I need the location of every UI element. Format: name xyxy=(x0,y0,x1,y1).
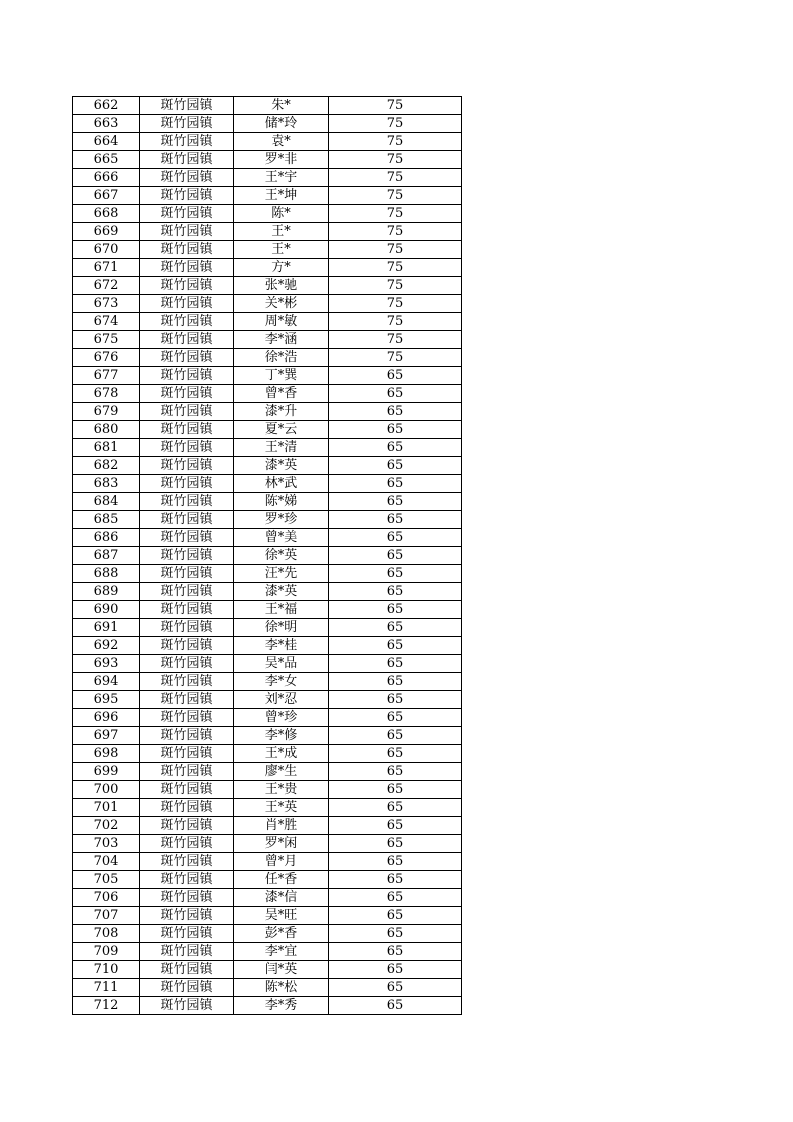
table-row xyxy=(73,259,462,277)
town-cell: 斑竹园镇 xyxy=(140,997,234,1015)
table-row xyxy=(73,817,462,835)
town-cell: 斑竹园镇 xyxy=(140,655,234,673)
town-cell: 斑竹园镇 xyxy=(140,979,234,997)
row-number-cell: 667 xyxy=(73,187,140,205)
name-cell: 周*敏 xyxy=(234,313,329,331)
score-cell: 65 xyxy=(329,673,462,691)
town-cell: 斑竹园镇 xyxy=(140,259,234,277)
row-number-cell: 689 xyxy=(73,583,140,601)
name-cell: 王*成 xyxy=(234,745,329,763)
data-table xyxy=(72,96,462,1015)
score-cell: 65 xyxy=(329,781,462,799)
name-cell: 刘*忍 xyxy=(234,691,329,709)
row-number-cell: 699 xyxy=(73,763,140,781)
table-row xyxy=(73,745,462,763)
town-cell: 斑竹园镇 xyxy=(140,673,234,691)
row-number-cell: 701 xyxy=(73,799,140,817)
table-row xyxy=(73,979,462,997)
score-cell: 65 xyxy=(329,529,462,547)
row-number-cell: 678 xyxy=(73,385,140,403)
name-cell: 储*玲 xyxy=(234,115,329,133)
town-cell: 斑竹园镇 xyxy=(140,745,234,763)
town-cell: 斑竹园镇 xyxy=(140,691,234,709)
town-cell: 斑竹园镇 xyxy=(140,367,234,385)
table-row xyxy=(73,331,462,349)
row-number-cell: 665 xyxy=(73,151,140,169)
name-cell: 曾*香 xyxy=(234,385,329,403)
town-cell: 斑竹园镇 xyxy=(140,331,234,349)
name-cell: 曾*美 xyxy=(234,529,329,547)
table-row xyxy=(73,691,462,709)
row-number-cell: 676 xyxy=(73,349,140,367)
row-number-cell: 710 xyxy=(73,961,140,979)
name-cell: 曾*珍 xyxy=(234,709,329,727)
table-row xyxy=(73,169,462,187)
town-cell: 斑竹园镇 xyxy=(140,187,234,205)
row-number-cell: 698 xyxy=(73,745,140,763)
town-cell: 斑竹园镇 xyxy=(140,763,234,781)
row-number-cell: 669 xyxy=(73,223,140,241)
name-cell: 廖*生 xyxy=(234,763,329,781)
name-cell: 漆*升 xyxy=(234,403,329,421)
score-cell: 65 xyxy=(329,763,462,781)
table-row xyxy=(73,511,462,529)
name-cell: 夏*云 xyxy=(234,421,329,439)
score-cell: 65 xyxy=(329,457,462,475)
score-cell: 65 xyxy=(329,853,462,871)
town-cell: 斑竹园镇 xyxy=(140,151,234,169)
score-cell: 75 xyxy=(329,205,462,223)
score-cell: 65 xyxy=(329,511,462,529)
name-cell: 袁* xyxy=(234,133,329,151)
table-row xyxy=(73,421,462,439)
row-number-cell: 679 xyxy=(73,403,140,421)
town-cell: 斑竹园镇 xyxy=(140,511,234,529)
row-number-cell: 703 xyxy=(73,835,140,853)
score-cell: 75 xyxy=(329,223,462,241)
score-cell: 65 xyxy=(329,619,462,637)
name-cell: 汪*先 xyxy=(234,565,329,583)
table-row xyxy=(73,277,462,295)
name-cell: 王*清 xyxy=(234,439,329,457)
table-row xyxy=(73,907,462,925)
score-cell: 75 xyxy=(329,349,462,367)
town-cell: 斑竹园镇 xyxy=(140,637,234,655)
table-row xyxy=(73,493,462,511)
table-row xyxy=(73,673,462,691)
row-number-cell: 693 xyxy=(73,655,140,673)
row-number-cell: 709 xyxy=(73,943,140,961)
score-cell: 65 xyxy=(329,727,462,745)
town-cell: 斑竹园镇 xyxy=(140,601,234,619)
table-row xyxy=(73,241,462,259)
town-cell: 斑竹园镇 xyxy=(140,619,234,637)
town-cell: 斑竹园镇 xyxy=(140,421,234,439)
row-number-cell: 696 xyxy=(73,709,140,727)
score-cell: 65 xyxy=(329,385,462,403)
table-row xyxy=(73,583,462,601)
table-row xyxy=(73,97,462,115)
row-number-cell: 687 xyxy=(73,547,140,565)
town-cell: 斑竹园镇 xyxy=(140,529,234,547)
town-cell: 斑竹园镇 xyxy=(140,313,234,331)
name-cell: 王*宇 xyxy=(234,169,329,187)
table-row xyxy=(73,943,462,961)
table-row xyxy=(73,601,462,619)
town-cell: 斑竹园镇 xyxy=(140,403,234,421)
score-cell: 65 xyxy=(329,439,462,457)
score-cell: 65 xyxy=(329,889,462,907)
table-row xyxy=(73,205,462,223)
score-cell: 65 xyxy=(329,583,462,601)
name-cell: 曾*月 xyxy=(234,853,329,871)
table-row xyxy=(73,439,462,457)
town-cell: 斑竹园镇 xyxy=(140,385,234,403)
town-cell: 斑竹园镇 xyxy=(140,907,234,925)
score-cell: 65 xyxy=(329,745,462,763)
name-cell: 陈* xyxy=(234,205,329,223)
row-number-cell: 674 xyxy=(73,313,140,331)
score-cell: 65 xyxy=(329,925,462,943)
score-cell: 75 xyxy=(329,295,462,313)
town-cell: 斑竹园镇 xyxy=(140,223,234,241)
row-number-cell: 666 xyxy=(73,169,140,187)
table-row xyxy=(73,961,462,979)
name-cell: 任*香 xyxy=(234,871,329,889)
town-cell: 斑竹园镇 xyxy=(140,925,234,943)
town-cell: 斑竹园镇 xyxy=(140,709,234,727)
name-cell: 肖*胜 xyxy=(234,817,329,835)
score-cell: 65 xyxy=(329,961,462,979)
row-number-cell: 695 xyxy=(73,691,140,709)
table-row xyxy=(73,853,462,871)
score-cell: 65 xyxy=(329,565,462,583)
score-cell: 75 xyxy=(329,115,462,133)
name-cell: 王*英 xyxy=(234,799,329,817)
town-cell: 斑竹园镇 xyxy=(140,277,234,295)
score-cell: 75 xyxy=(329,169,462,187)
score-cell: 75 xyxy=(329,151,462,169)
row-number-cell: 712 xyxy=(73,997,140,1015)
score-cell: 75 xyxy=(329,331,462,349)
name-cell: 漆*英 xyxy=(234,583,329,601)
name-cell: 王* xyxy=(234,223,329,241)
name-cell: 王* xyxy=(234,241,329,259)
name-cell: 漆*信 xyxy=(234,889,329,907)
row-number-cell: 707 xyxy=(73,907,140,925)
name-cell: 漆*英 xyxy=(234,457,329,475)
name-cell: 王*贵 xyxy=(234,781,329,799)
name-cell: 王*福 xyxy=(234,601,329,619)
town-cell: 斑竹园镇 xyxy=(140,889,234,907)
score-cell: 65 xyxy=(329,871,462,889)
score-cell: 65 xyxy=(329,835,462,853)
name-cell: 彭*香 xyxy=(234,925,329,943)
name-cell: 徐*浩 xyxy=(234,349,329,367)
table-row xyxy=(73,565,462,583)
name-cell: 陈*松 xyxy=(234,979,329,997)
row-number-cell: 697 xyxy=(73,727,140,745)
score-cell: 75 xyxy=(329,313,462,331)
score-cell: 65 xyxy=(329,691,462,709)
table-row xyxy=(73,709,462,727)
town-cell: 斑竹园镇 xyxy=(140,799,234,817)
score-cell: 65 xyxy=(329,817,462,835)
town-cell: 斑竹园镇 xyxy=(140,781,234,799)
town-cell: 斑竹园镇 xyxy=(140,547,234,565)
town-cell: 斑竹园镇 xyxy=(140,115,234,133)
row-number-cell: 685 xyxy=(73,511,140,529)
table-row xyxy=(73,727,462,745)
row-number-cell: 663 xyxy=(73,115,140,133)
town-cell: 斑竹园镇 xyxy=(140,943,234,961)
table-row xyxy=(73,313,462,331)
name-cell: 李*涵 xyxy=(234,331,329,349)
row-number-cell: 706 xyxy=(73,889,140,907)
row-number-cell: 708 xyxy=(73,925,140,943)
table-row xyxy=(73,889,462,907)
name-cell: 李*宜 xyxy=(234,943,329,961)
row-number-cell: 692 xyxy=(73,637,140,655)
table-row xyxy=(73,403,462,421)
table-row xyxy=(73,223,462,241)
table-row xyxy=(73,385,462,403)
table-row xyxy=(73,295,462,313)
town-cell: 斑竹园镇 xyxy=(140,871,234,889)
score-cell: 65 xyxy=(329,943,462,961)
score-cell: 65 xyxy=(329,799,462,817)
name-cell: 罗*非 xyxy=(234,151,329,169)
town-cell: 斑竹园镇 xyxy=(140,349,234,367)
row-number-cell: 670 xyxy=(73,241,140,259)
town-cell: 斑竹园镇 xyxy=(140,835,234,853)
table-row xyxy=(73,781,462,799)
row-number-cell: 682 xyxy=(73,457,140,475)
table-row xyxy=(73,925,462,943)
row-number-cell: 675 xyxy=(73,331,140,349)
row-number-cell: 686 xyxy=(73,529,140,547)
score-cell: 65 xyxy=(329,547,462,565)
town-cell: 斑竹园镇 xyxy=(140,133,234,151)
name-cell: 吴*品 xyxy=(234,655,329,673)
town-cell: 斑竹园镇 xyxy=(140,205,234,223)
town-cell: 斑竹园镇 xyxy=(140,583,234,601)
table-row xyxy=(73,187,462,205)
name-cell: 王*坤 xyxy=(234,187,329,205)
row-number-cell: 662 xyxy=(73,97,140,115)
score-cell: 65 xyxy=(329,637,462,655)
row-number-cell: 684 xyxy=(73,493,140,511)
table-row xyxy=(73,457,462,475)
row-number-cell: 664 xyxy=(73,133,140,151)
row-number-cell: 688 xyxy=(73,565,140,583)
town-cell: 斑竹园镇 xyxy=(140,853,234,871)
town-cell: 斑竹园镇 xyxy=(140,169,234,187)
name-cell: 林*武 xyxy=(234,475,329,493)
table-row xyxy=(73,475,462,493)
town-cell: 斑竹园镇 xyxy=(140,475,234,493)
town-cell: 斑竹园镇 xyxy=(140,295,234,313)
row-number-cell: 673 xyxy=(73,295,140,313)
score-cell: 65 xyxy=(329,403,462,421)
score-cell: 65 xyxy=(329,493,462,511)
table-row xyxy=(73,871,462,889)
name-cell: 闫*英 xyxy=(234,961,329,979)
table-row xyxy=(73,835,462,853)
name-cell: 李*秀 xyxy=(234,997,329,1015)
town-cell: 斑竹园镇 xyxy=(140,439,234,457)
name-cell: 罗*闲 xyxy=(234,835,329,853)
row-number-cell: 694 xyxy=(73,673,140,691)
score-cell: 65 xyxy=(329,655,462,673)
row-number-cell: 691 xyxy=(73,619,140,637)
name-cell: 李*女 xyxy=(234,673,329,691)
score-cell: 65 xyxy=(329,997,462,1015)
name-cell: 徐*英 xyxy=(234,547,329,565)
score-cell: 65 xyxy=(329,979,462,997)
score-cell: 75 xyxy=(329,97,462,115)
row-number-cell: 700 xyxy=(73,781,140,799)
table-body xyxy=(73,97,462,1015)
table-row xyxy=(73,529,462,547)
town-cell: 斑竹园镇 xyxy=(140,241,234,259)
town-cell: 斑竹园镇 xyxy=(140,817,234,835)
name-cell: 吴*旺 xyxy=(234,907,329,925)
table-row xyxy=(73,799,462,817)
table-row xyxy=(73,115,462,133)
name-cell: 关*彬 xyxy=(234,295,329,313)
table-row xyxy=(73,655,462,673)
row-number-cell: 672 xyxy=(73,277,140,295)
name-cell: 丁*巽 xyxy=(234,367,329,385)
row-number-cell: 683 xyxy=(73,475,140,493)
town-cell: 斑竹园镇 xyxy=(140,727,234,745)
name-cell: 张*驰 xyxy=(234,277,329,295)
score-cell: 65 xyxy=(329,601,462,619)
row-number-cell: 677 xyxy=(73,367,140,385)
table-row xyxy=(73,763,462,781)
score-cell: 75 xyxy=(329,133,462,151)
town-cell: 斑竹园镇 xyxy=(140,457,234,475)
score-cell: 75 xyxy=(329,259,462,277)
row-number-cell: 702 xyxy=(73,817,140,835)
score-cell: 65 xyxy=(329,475,462,493)
row-number-cell: 671 xyxy=(73,259,140,277)
score-cell: 75 xyxy=(329,241,462,259)
name-cell: 李*修 xyxy=(234,727,329,745)
name-cell: 陈*娣 xyxy=(234,493,329,511)
name-cell: 朱* xyxy=(234,97,329,115)
row-number-cell: 705 xyxy=(73,871,140,889)
town-cell: 斑竹园镇 xyxy=(140,565,234,583)
table-row xyxy=(73,367,462,385)
table-row xyxy=(73,619,462,637)
table-row xyxy=(73,349,462,367)
table-row xyxy=(73,133,462,151)
name-cell: 李*桂 xyxy=(234,637,329,655)
row-number-cell: 711 xyxy=(73,979,140,997)
score-cell: 65 xyxy=(329,709,462,727)
row-number-cell: 681 xyxy=(73,439,140,457)
score-cell: 75 xyxy=(329,187,462,205)
score-cell: 75 xyxy=(329,277,462,295)
row-number-cell: 690 xyxy=(73,601,140,619)
name-cell: 罗*珍 xyxy=(234,511,329,529)
row-number-cell: 668 xyxy=(73,205,140,223)
table-row xyxy=(73,637,462,655)
name-cell: 徐*明 xyxy=(234,619,329,637)
table-row xyxy=(73,151,462,169)
row-number-cell: 704 xyxy=(73,853,140,871)
town-cell: 斑竹园镇 xyxy=(140,493,234,511)
table-row xyxy=(73,997,462,1015)
name-cell: 方* xyxy=(234,259,329,277)
town-cell: 斑竹园镇 xyxy=(140,97,234,115)
table-row xyxy=(73,547,462,565)
score-cell: 65 xyxy=(329,421,462,439)
score-cell: 65 xyxy=(329,907,462,925)
score-cell: 65 xyxy=(329,367,462,385)
row-number-cell: 680 xyxy=(73,421,140,439)
town-cell: 斑竹园镇 xyxy=(140,961,234,979)
